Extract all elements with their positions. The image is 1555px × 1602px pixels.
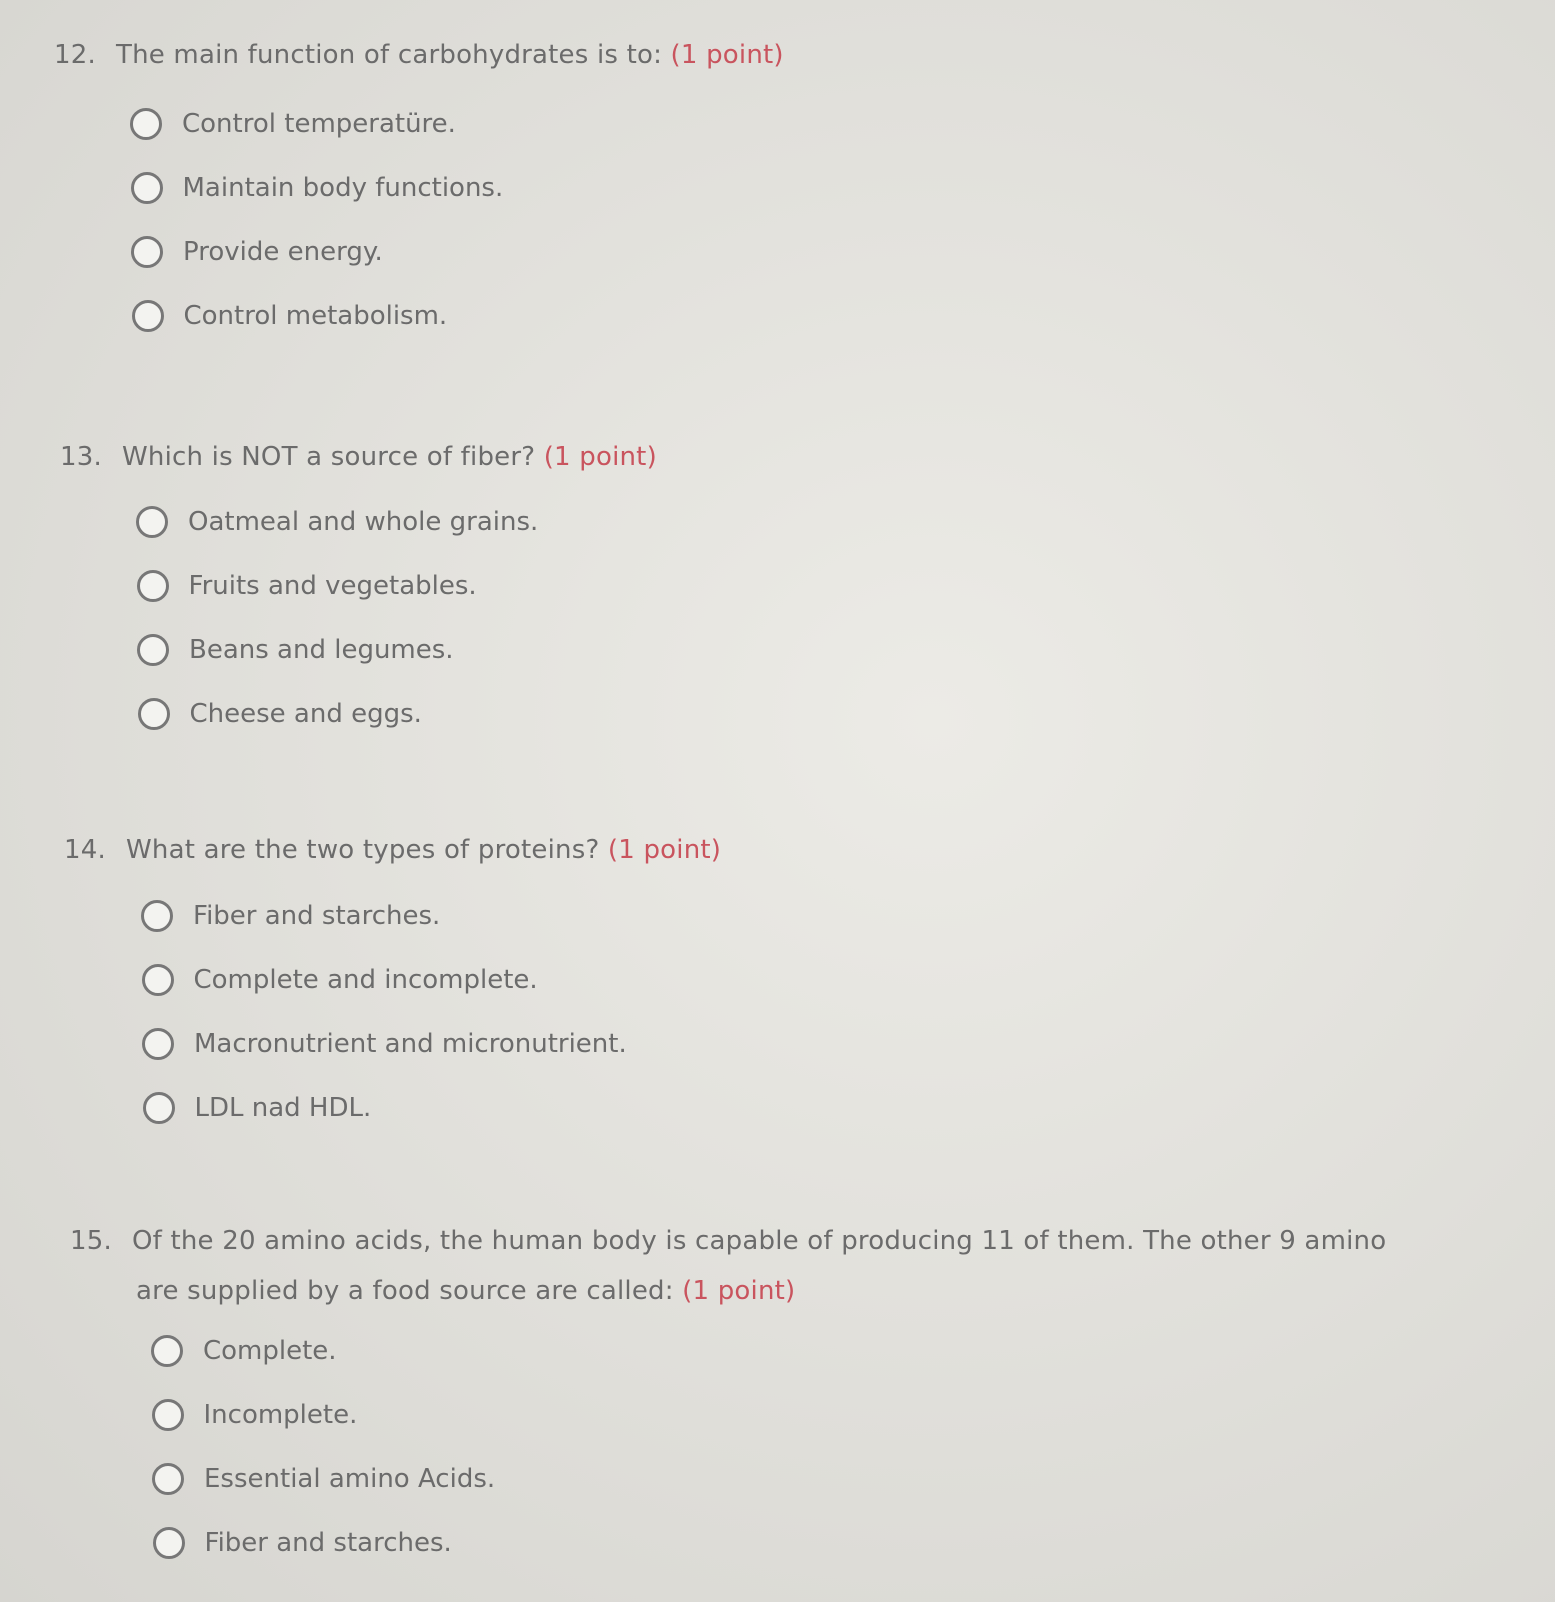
- answer-option[interactable]: [136, 506, 538, 538]
- answer-label: Incomplete.: [203, 1400, 358, 1430]
- points-label: (1 point): [670, 40, 784, 70]
- radio-button-icon[interactable]: [132, 300, 164, 332]
- answer-label: Complete and incomplete.: [193, 965, 538, 995]
- answer-label: Cheese and eggs.: [189, 699, 422, 729]
- answer-option[interactable]: [131, 236, 383, 268]
- answer-option[interactable]: [152, 1399, 358, 1431]
- answer-option[interactable]: [138, 698, 422, 730]
- radio-button-icon[interactable]: [151, 1335, 183, 1367]
- answer-option[interactable]: [153, 1527, 452, 1559]
- question-number: 12.: [54, 40, 96, 70]
- radio-button-icon[interactable]: [137, 634, 169, 666]
- answer-label: Control metabolism.: [183, 301, 448, 331]
- answer-label: Maintain body functions.: [182, 173, 504, 203]
- answer-option[interactable]: [130, 108, 456, 140]
- answer-label: Beans and legumes.: [189, 635, 454, 665]
- radio-button-icon[interactable]: [141, 900, 173, 932]
- question-number: 15.: [70, 1226, 112, 1256]
- answer-label: Essential amino Acids.: [204, 1464, 496, 1494]
- answer-label: Complete.: [203, 1336, 337, 1366]
- answer-label: Macronutrient and micronutrient.: [194, 1029, 627, 1059]
- radio-button-icon[interactable]: [152, 1399, 184, 1431]
- radio-button-icon[interactable]: [143, 1092, 175, 1124]
- radio-button-icon[interactable]: [131, 236, 163, 268]
- question-prompt: Which is NOT a source of fiber?: [122, 442, 536, 472]
- answer-option[interactable]: [142, 1028, 627, 1060]
- answer-label: Fiber and starches.: [193, 901, 441, 931]
- answer-option[interactable]: [151, 1335, 337, 1367]
- radio-button-icon[interactable]: [138, 698, 170, 730]
- question-prompt: The main function of carbohydrates is to:: [116, 40, 663, 70]
- question-text: [64, 835, 721, 865]
- radio-button-icon[interactable]: [142, 964, 174, 996]
- question-text: [60, 442, 657, 472]
- points-label: (1 point): [682, 1276, 796, 1306]
- radio-button-icon[interactable]: [130, 108, 162, 140]
- answer-label: LDL nad HDL.: [194, 1093, 372, 1123]
- radio-button-icon[interactable]: [152, 1463, 184, 1495]
- radio-button-icon[interactable]: [136, 506, 168, 538]
- question-prompt: What are the two types of proteins?: [126, 835, 600, 865]
- answer-option[interactable]: [141, 900, 440, 932]
- answer-label: Control temperatüre.: [182, 109, 456, 139]
- answer-option[interactable]: [132, 300, 448, 332]
- answer-option[interactable]: [143, 1092, 372, 1124]
- answer-label: Oatmeal and whole grains.: [188, 507, 539, 537]
- points-label: (1 point): [607, 835, 722, 865]
- question-text-continued: [136, 1276, 795, 1306]
- question-number: 14.: [64, 835, 106, 865]
- answer-option[interactable]: [131, 172, 504, 204]
- radio-button-icon[interactable]: [153, 1527, 185, 1559]
- radio-button-icon[interactable]: [131, 172, 163, 204]
- points-label: (1 point): [543, 442, 657, 472]
- answer-label: Fiber and starches.: [204, 1528, 452, 1558]
- question-prompt-continued: are supplied by a food source are called:: [136, 1276, 674, 1306]
- radio-button-icon[interactable]: [142, 1028, 174, 1060]
- question-prompt: Of the 20 amino acids, the human body is capable of producing 11 of them. The other 9 amino: [132, 1226, 1387, 1256]
- question-text: [70, 1226, 1386, 1256]
- answer-label: Provide energy.: [183, 237, 383, 267]
- question-number: 13.: [60, 442, 102, 472]
- answer-option[interactable]: [137, 634, 454, 666]
- answer-option[interactable]: [142, 964, 538, 996]
- answer-label: Fruits and vegetables.: [188, 571, 477, 601]
- question-text: [54, 40, 784, 70]
- radio-button-icon[interactable]: [137, 570, 169, 602]
- answer-option[interactable]: [152, 1463, 495, 1495]
- answer-option[interactable]: [137, 570, 477, 602]
